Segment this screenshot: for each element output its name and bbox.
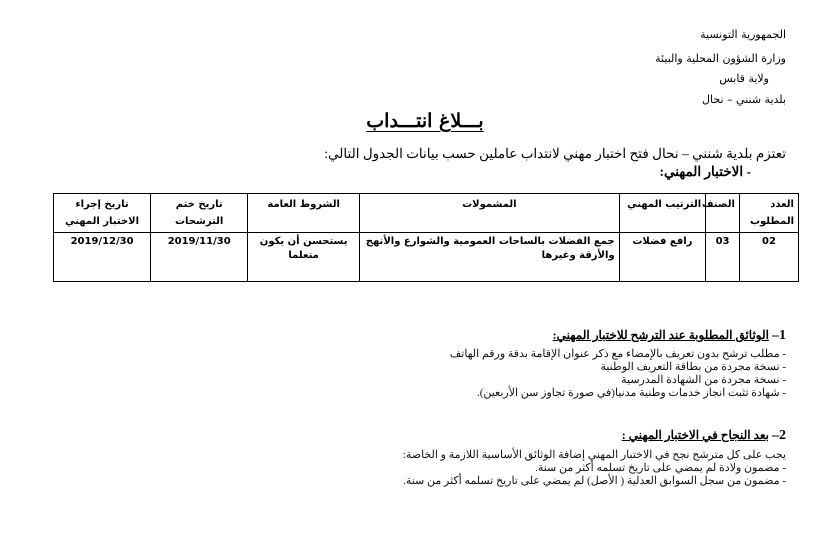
cell-grade: 03 <box>706 233 740 282</box>
cell-count: 02 <box>739 233 798 282</box>
list-item: - مضمون ولادة لم يمضي على تاريخ تسلمه أكثر من سنة. <box>535 462 786 474</box>
header-ministry: وزارة الشؤون المحلية والبيئة <box>655 52 786 65</box>
list-item: - نسخة مجردة من الشهادة المدرسية <box>621 374 786 386</box>
page-title: بـــلاغ انتـــداب <box>366 110 484 132</box>
table-header-row <box>54 194 799 233</box>
header-exam-date: تاريخ إجراء الاختبار المهني <box>54 194 151 233</box>
recruitment-table <box>53 193 799 282</box>
cell-conditions: يستحسن أن يكون متعلما <box>248 233 360 282</box>
section2-title: بعد النجاح في الاختبار المهني : <box>621 428 769 442</box>
exam-heading: - الاختبار المهني: <box>659 164 751 179</box>
section2-list <box>306 449 786 488</box>
list-item: - مضمون من سجل السوابق العدلية ( الأصل) لم يمضي على تاريخ تسلمه أكثر من سنة. <box>403 475 786 487</box>
list-item: - نسخة مجردة من بطاقة التعريف الوطنية <box>600 361 786 373</box>
table-row <box>54 233 799 282</box>
list-item: يجب على كل مترشح نجح في الاختبار المهني إضافة الوثائق الأساسية اللازمة و الخاصة: <box>402 449 786 461</box>
header-count: العدد المطلوب <box>739 194 798 233</box>
section2-number: 2– <box>772 428 786 443</box>
cell-scope: جمع الفضلات بالساحات العمومية والشوارع والأنهج والأزقة وغيرها <box>360 233 620 282</box>
header-deadline: تاريخ ختم الترشحات <box>151 194 248 233</box>
header-grade: الصنف <box>706 194 740 233</box>
header-governorate: ولاية قابس <box>719 72 769 85</box>
section1-heading <box>466 328 786 343</box>
header-conditions: الشروط العامة <box>248 194 360 233</box>
section1-list <box>306 348 786 400</box>
cell-rank: رافع فضلات <box>619 233 706 282</box>
intro-text: تعتزم بلدية شنني – نحال فتح اختبار مهني لانتداب عاملين حسب بيانات الجدول التالي: <box>324 146 786 161</box>
section1-number: 1– <box>772 328 786 343</box>
header-municipality: بلدية شنني – نحال <box>702 93 786 106</box>
list-item: - مطلب ترشح بدون تعريف بالإمضاء مع ذكر عنوان الإقامة بدقة ورقم الهاتف <box>449 348 786 360</box>
section1-title: الوثائق المطلوبة عند الترشح للاختبار المهني: <box>552 328 769 342</box>
header-republic: الجمهورية التونسية <box>700 28 786 41</box>
cell-deadline: 2019/11/30 <box>151 233 248 282</box>
list-item: - شهادة تثبت انجاز خدمات وطنية مدنيا(في صورة تجاوز سن الأربعين). <box>476 387 786 399</box>
header-scope: المشمولات <box>360 194 620 233</box>
header-rank: الترتيب المهني <box>619 194 706 233</box>
section2-heading <box>466 428 786 443</box>
cell-exam-date: 2019/12/30 <box>54 233 151 282</box>
